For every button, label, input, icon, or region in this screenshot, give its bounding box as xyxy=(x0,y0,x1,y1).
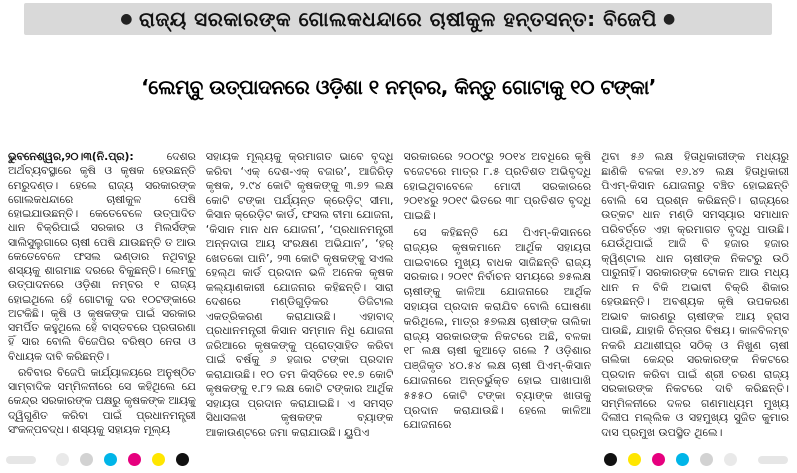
article-paragraph: ସହାୟକ ମୂଲ୍ୟକୁ କ୍ରମାଗତ ଭାବେ ବୃଦ୍ଧି କରିବା ‘ଏକ୍ ଦେଶ-ଏକ୍ ବଜାର’, ଆଜିରିଡ଼ କୃଷକ, ୨.୯୪ କୋଟି କୃଷକଙ୍କୁ ୩.୭୨ ଲକ୍ଷ କୋଟି ଟଙ୍କା ପର୍ଯ୍ୟନ୍ତ କ୍ରେଡ଼ିଟ୍ ସୀମା, କିସାନ କ୍ରେଡ଼ିଟ କାର୍ଡ, ଫସଲ ବୀମା ଯୋଜନା, ‘କିସାନ ମାନ ଧନ ଯୋଜନା’, ‘ପ୍ରଧାନମନ୍ତ୍ରୀ ଅନ୍ନଦାତା ଆୟ ସଂରକ୍ଷଣ ଅଭିଯାନ’, ‘ହର୍ ଖେତକୋ ପାନି’, ୨୩ କୋଟି କୃଷକଙ୍କୁ ସଏଲ ହେଲ୍ଥ କାର୍ଡ ପ୍ରଦାନ ଭଳି ଅନେକ କୃଷକ କଲ୍ୟାଣକାରୀ ଯୋଜନାର କହିଛନ୍ତି। ସାରା ଦେଶରେ ମଣ୍ଡିଗୁଡ଼ିକର ଡିଜିଟାଲ ଏକତ୍ରିକରଣ କରାଯାଉଛି। ଏହାବାଦ୍ ପ୍ରଧାନମନ୍ତ୍ରୀ କିସାନ ସମ୍ମାନ ନିଧି ଯୋଜନା ଜରିଆରେ କୃଷକଙ୍କୁ ପ୍ରୋତ୍ସାହିତ କରିବା ପାଇଁ ବର୍ଷକୁ ୬ ହଜାର ଟଙ୍କା ପ୍ରଦାନ କରାଯାଉଛି। ୧୦ ତମ କିସ୍ତିରେ ୧୧.୭ କୋଟି କୃଷକଙ୍କୁ ୧.୮୨ ଲକ୍ଷ କୋଟି ଟଙ୍କାର ଆର୍ଥିକ ସହାୟତା ପ୍ରଦାନ କରାଯାଇଛି। ଏ ସମସ୍ତ ସିଧାସଳଖ କୃଷକଙ୍କ ବ୍ୟାଙ୍କ ଆକାଉଣ୍ଟରେ ଜମା କରାଯାଉଛି। ୟୁପିଏ xyxy=(205,150,394,439)
color-dot-right-6 xyxy=(724,453,737,466)
article-column-2 xyxy=(206,150,394,446)
article-paragraph: ସରକାରରେ ୨୦୦୯ରୁ ୨୦୧୪ ଅବଧିରେ କୃଷି ବଜେଟରେ ମାତ୍ର ୮.୫ ପ୍ରତିଶତ ଅଭିବୃଦ୍ଧି ହୋଇଥିବାବେଳେ ମୋଦୀ ସରକାରରେ ୨୦୧୪ରୁ ୨୦୧୯ ଭିତରେ ୩୮ ପ୍ରତିଶତ ବୃଦ୍ଧି ପାଇଛି। xyxy=(403,150,592,223)
color-dot-left-6 xyxy=(176,453,189,466)
paragraph-text: ଦେଶର ଅର୍ଥବ୍ୟବସ୍ଥାରେ କୃଷି ଓ କୃଷକ ହେଉଛନ୍ତି ମେରୁଦଣ୍ଡ। ହେଲେ ରାଜ୍ୟ ସରକାରଙ୍କ ଗୋଲକଧନ୍ଦାରେ ଚାଷୀକୁଳ ପେଷି ହୋଇଯାଉଛନ୍ତି। କେତେବେଳେ ଉତ୍ପାଦିତ ଧାନ ବିକ୍ରିପାଇଁ ସରକାର ଓ ମିଲର୍ସଙ୍କ ସାଲିସୁଲୁଗାରେ ଚାଷୀ ପେଷି ଯାଉଛନ୍ତି ତ ଆଉ କେତେବେଳେ ଫସଲ ଭଣ୍ଡାର ନଥିବାରୁ ଶସ୍ୟକୁ ଶାଗମାଛ ଦରରେ ବିକୁଛନ୍ତି। ଲେମ୍ବୁ ଉତ୍ପାଦନରେ ଓଡ଼ିଶା ନମ୍ବର ୧ ରାଜ୍ୟ ହୋଇଥିଲେ ହେଁ ଗୋଟାକୁ ଦର ୧୦ଟଙ୍କାରେ ଅଟକିଛି। କୃଷି ଓ କୃଷକଙ୍କ ପାଇଁ ସରକାର ସମର୍ପିତ କହୁଥିଲେ ହେଁ ବାସ୍ତବରେ ପ୍ରତାରଣା ହିଁ ସାର ବୋଲି ବିଜେପିର ବରିଷ୍ଠ ନେତା ଓ ବିଧାୟକ ଦାବି କରିଛନ୍ତି। xyxy=(8,150,196,363)
color-dot-left-1 xyxy=(56,453,69,466)
color-dot-left-5 xyxy=(152,453,165,466)
article-column-4 xyxy=(601,150,789,446)
headline: ‘ଲେମ୍ବୁ ଉତ୍ପାଦନରେ ଓଡ଼ିଶା ୧ ନମ୍ବର, କିନ୍ତୁ ଗୋଟାକୁ ୧୦ ଟଙ୍କା’ xyxy=(141,75,656,99)
color-dot-left-3 xyxy=(104,453,117,466)
color-dot-right-1 xyxy=(604,453,617,466)
color-dot-right-4 xyxy=(676,453,689,466)
dateline: ଭୁବନେଶ୍ୱର,୨୦।୩(ନି.ପ୍ର): xyxy=(8,150,134,163)
article-column-1 xyxy=(8,150,196,446)
color-dot-left-4 xyxy=(128,453,141,466)
kicker-text: ରାଜ୍ୟ ସରକାରଙ୍କ ଗୋଲକଧନ୍ଦାରେ ଚାଷୀକୁଳ ହନ୍ତସନ୍ତ: ବିଜେପି xyxy=(138,7,658,31)
printer-color-bar xyxy=(0,452,797,468)
article-paragraph: ରବିବାର ବିଜେପି କାର୍ଯ୍ୟାଳୟରେ ଅନୁଷ୍ଠିତ ସାମ୍ବାଦିକ ସମ୍ମିଳନୀରେ ସେ କହିଥିଲେ ଯେ କେନ୍ଦ୍ର ସରକାରଙ୍କ ପକ୍ଷରୁ କୃଷକଙ୍କ ଆୟକୁ ଦ୍ୱିଗୁଣିତ କରିବା ପାଇଁ ପ୍ରଧାନମନ୍ତ୍ରୀ ସଂକଳ୍ପବଦ୍ଧ। ଶସ୍ୟକୁ ସହାୟକ ମୂଲ୍ୟ xyxy=(8,365,196,436)
color-dot-right-3 xyxy=(652,453,665,466)
kicker-bullet-left: ● xyxy=(120,11,133,27)
color-dot-right-5 xyxy=(700,453,713,466)
registration-mark-right xyxy=(758,456,788,464)
article-paragraph: ଥିବା ୫୬ ଲକ୍ଷ ହିତାଧିକାରୀଙ୍କ ମଧ୍ୟରୁ ଛାଣିକି ବଳକା ୧୬.୪୨ ଲକ୍ଷ ହିତାଧିକାରୀ ପିଏମ୍-କିସାନ ଯୋଜନାରୁ ବଞ୍ଚିତ ହୋଇଛନ୍ତି ବୋଲି ସେ ପ୍ରଶ୍ନ କରିଛନ୍ତି। ରାଜ୍ୟରେ ଉତ୍କଟ ଧାନ ମଣ୍ଡି ସମସ୍ୟାର ସମାଧାନ ପରିବର୍ତ୍ତେ ଏହା କ୍ରମାଗତ ବୃଦ୍ଧି ପାଉଛି। ଯେଉଁଥିପାଇଁ ଆଜି ବି ହଜାର ହଜାର କ୍ୱିଣ୍ଟାଲ ଧାନ ଚାଷୀଙ୍କ ନିକଟରୁ ଉଠି ପାରୁନାହିଁ। ସରକାରଙ୍କ ଟୋକନ ଆଉ ମଧ୍ୟ ଧାନ ନ ବିକି ଅଭାବୀ ବିକ୍ରି ଶିକାର ହେଉଛନ୍ତି। ଅବଶ୍ୟକ କୃଷି ଉପକରଣ ଅଭାବ କାରଣରୁ ଚାଷୀଙ୍କ ଆୟ ହ୍ରାସ ପାଉଛି, ଯାହାକି ଚିନ୍ତାର ବିଷୟ। କାଳବିଳମ୍ବ ନକରି ଯଥାଶୀଘ୍ର ସଠିକ୍ ଓ ନିଖୁଣ ଚାଷୀ ତାଲିକା କେନ୍ଦ୍ର ସରକାରଙ୍କ ନିକଟରେ ପ୍ରଦାନ କରିବା ପାଇଁ ଶ୍ରୀ ଚରଣ ରାଜ୍ୟ ସରକାରଙ୍କ ନିକଟରେ ଦାବି କରିଛନ୍ତି। ସମ୍ମିଳନୀରେ ଦଳର ଗଣମାଧ୍ୟମ ମୁଖ୍ୟ ଦିଲୀପ ମଲ୍ଲିକ ଓ ସହମୁଖ୍ୟ ସୁଜିତ କୁମାର ଦାସ ପ୍ରମୁଖ ଉପସ୍ଥିତ ଥିଲେ। xyxy=(601,150,789,439)
registration-mark-left xyxy=(6,456,36,464)
article-paragraph xyxy=(8,150,196,364)
kicker-bullet-right: ● xyxy=(663,11,676,27)
color-dot-left-2 xyxy=(80,453,93,466)
color-dot-right-2 xyxy=(628,453,641,466)
article-paragraph: ସେ କହିଛନ୍ତି ଯେ ପିଏମ୍-କିସାନରେ ରାଜ୍ୟର କୃଷକମାନେ ଆର୍ଥିକ ସହାୟତା ପାଇବାରେ ମୁଖ୍ୟ ବାଧକ ସାଜିଛନ୍ତି ରାଜ୍ୟ ସରକାର। ୨୦୧୯ ନିର୍ବାଚନ ସମୟରେ ୭୫ଲକ୍ଷ ଚାଷୀଙ୍କୁ କାଳିଆ ଯୋଜନାରେ ଆର୍ଥିକ ସହାୟତା ପ୍ରଦାନ କରାଯିବ ବୋଲି ଘୋଷଣା କରିଥିଲେ, ମାତ୍ର ୫୭ଲକ୍ଷ ଚାଷୀଙ୍କ ତାଲିକା ରାଜ୍ୟ ସରକାରଙ୍କ ନିକଟରେ ଅଛି, ବଳକା ୧୮ ଲକ୍ଷ ଚାଷୀ କୁଆଡ଼େ ଗଲେ ? ଓଡ଼ିଶାର ପଞ୍ଜିକୃତ ୪୦.୫୪ ଲକ୍ଷ ଚାଷୀ ପିଏମ୍-କିସାନ ଯୋଜନାରେ ଅନ୍ତର୍ଭୁକ୍ତ ହୋଇ ପାଖାପାଖି ୫୫୫୦ କୋଟି ଟଙ୍କା ବ୍ୟାଙ୍କ ଖାତାକୁ ପ୍ରଦାନ କରାଯାଉଛି। ହେଲେ କାଳିଆ ଯୋଜନାରେ xyxy=(403,225,592,432)
article-body xyxy=(8,150,789,446)
article-column-3 xyxy=(404,150,592,446)
kicker-banner xyxy=(24,3,772,35)
